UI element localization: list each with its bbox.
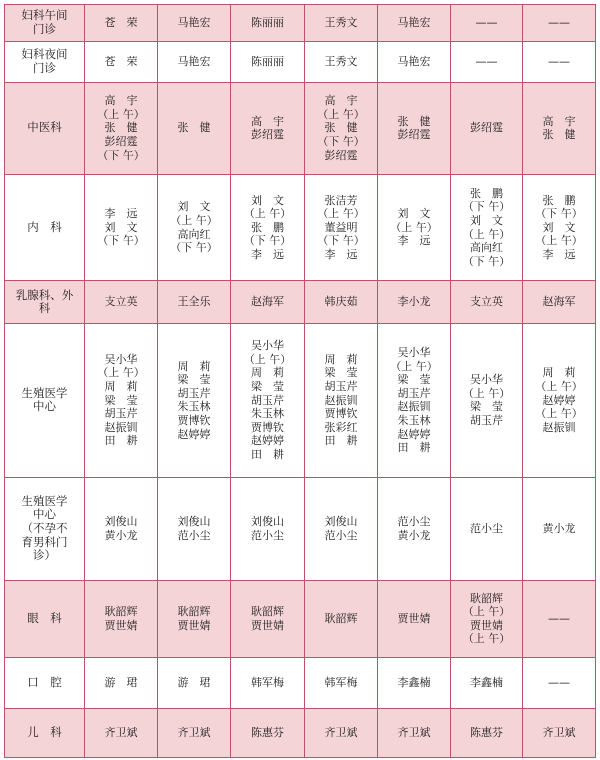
doctor-entry: 胡玉芹 bbox=[177, 386, 211, 400]
doctor-cell bbox=[305, 82, 378, 174]
schedule-row bbox=[5, 5, 596, 42]
doctor-entry: —— bbox=[475, 54, 498, 68]
doctor-entry: 王秀文 bbox=[324, 16, 358, 30]
doctor-entry: 刘 文 bbox=[177, 200, 211, 214]
doctor-entry: 刘俊山 bbox=[251, 515, 284, 529]
doctor-entry: 彭绍霆 bbox=[470, 121, 503, 135]
doctor-entry: 梁 莹 bbox=[104, 393, 138, 407]
doctor-entry: 吴小华 bbox=[251, 339, 284, 353]
doctor-entry: 朱玉林 bbox=[251, 407, 284, 421]
doctor-entry: 马艳宏 bbox=[397, 16, 431, 30]
doctor-entry: 刘 文 bbox=[251, 193, 284, 207]
doctor-entry: —— bbox=[548, 612, 570, 626]
doctor-entry: （上 午） bbox=[535, 234, 583, 248]
doctor-cell bbox=[158, 82, 231, 174]
doctor-cell bbox=[451, 41, 523, 82]
doctor-entry: （上 午） bbox=[243, 207, 292, 221]
doctor-cell bbox=[231, 281, 305, 324]
doctor-entry: 胡玉芹 bbox=[397, 386, 431, 400]
department-name: 乳腺科、外 bbox=[15, 287, 74, 302]
doctor-entry: （上 午） bbox=[170, 213, 218, 227]
doctor-entry: 刘俊山 bbox=[104, 515, 138, 529]
doctor-cell bbox=[158, 324, 231, 477]
department-name: 门诊 bbox=[33, 60, 56, 75]
doctor-cell bbox=[158, 657, 231, 708]
department-cell bbox=[5, 324, 85, 477]
doctor-entry: 耿韶辉 bbox=[104, 605, 138, 619]
doctor-cell bbox=[231, 174, 305, 280]
doctor-entry: 田 耕 bbox=[397, 441, 431, 455]
doctor-cell bbox=[305, 657, 378, 708]
doctor-entry: 赵振钏 bbox=[324, 393, 358, 407]
doctor-cell bbox=[523, 174, 596, 280]
doctor-cell bbox=[523, 324, 596, 477]
doctor-entry: 齐卫斌 bbox=[542, 726, 576, 740]
doctor-entry: 齐卫斌 bbox=[397, 726, 431, 740]
doctor-entry: 齐卫斌 bbox=[324, 726, 358, 740]
doctor-entry: 张 鹏 bbox=[251, 220, 284, 234]
doctor-entry: （下 午） bbox=[97, 234, 145, 248]
doctor-cell bbox=[451, 281, 523, 324]
doctor-entry: 周 莉 bbox=[177, 359, 211, 373]
doctor-entry: 耿韶辉 bbox=[324, 612, 358, 626]
doctor-cell bbox=[158, 708, 231, 757]
doctor-entry: （上 午） bbox=[462, 227, 511, 241]
department-name: 中心 bbox=[33, 399, 56, 414]
doctor-entry: 周 莉 bbox=[104, 380, 138, 394]
doctor-cell bbox=[305, 174, 378, 280]
doctor-entry: 梁 莹 bbox=[324, 366, 358, 380]
doctor-entry: （上 午） bbox=[243, 352, 292, 366]
doctor-cell bbox=[85, 174, 158, 280]
doctor-entry: 马艳宏 bbox=[397, 54, 431, 68]
doctor-cell bbox=[378, 82, 451, 174]
doctor-entry: 高 宇 bbox=[104, 94, 138, 108]
department-cell bbox=[5, 41, 85, 82]
doctor-entry: 吴小华 bbox=[104, 352, 138, 366]
doctor-entry: 梁 莹 bbox=[397, 373, 431, 387]
doctor-entry: 田 耕 bbox=[324, 434, 358, 448]
department-name: 眼 科 bbox=[27, 611, 62, 626]
doctor-entry: （上 午） bbox=[97, 107, 145, 121]
doctor-cell bbox=[451, 5, 523, 42]
schedule-row bbox=[5, 708, 596, 757]
department-cell bbox=[5, 708, 85, 757]
doctor-cell bbox=[523, 657, 596, 708]
doctor-cell bbox=[305, 580, 378, 657]
doctor-entry: （下 午） bbox=[535, 207, 583, 221]
doctor-entry: 黄小龙 bbox=[104, 528, 138, 542]
doctor-entry: 支立英 bbox=[104, 295, 138, 309]
doctor-cell bbox=[231, 477, 305, 580]
doctor-cell bbox=[305, 281, 378, 324]
doctor-cell bbox=[523, 5, 596, 42]
doctor-entry: （上 午） bbox=[462, 386, 511, 400]
doctor-entry: （上 午） bbox=[462, 632, 511, 646]
doctor-entry: 梁 莹 bbox=[470, 400, 503, 414]
schedule-row bbox=[5, 580, 596, 657]
doctor-entry: 高向红 bbox=[177, 227, 211, 241]
doctor-entry: （下 午） bbox=[170, 241, 218, 255]
doctor-entry: 张 鹏 bbox=[470, 186, 503, 200]
doctor-entry: 周 莉 bbox=[251, 366, 284, 380]
doctor-entry: 游 珺 bbox=[104, 675, 138, 689]
doctor-cell bbox=[305, 477, 378, 580]
doctor-cell bbox=[451, 708, 523, 757]
doctor-cell bbox=[523, 281, 596, 324]
doctor-cell bbox=[451, 657, 523, 708]
doctor-entry: 胡玉芹 bbox=[324, 380, 358, 394]
doctor-entry: 贾世婧 bbox=[251, 618, 284, 632]
doctor-cell bbox=[378, 580, 451, 657]
doctor-cell bbox=[85, 708, 158, 757]
doctor-entry: 王全乐 bbox=[177, 295, 211, 309]
doctor-entry: （下 午） bbox=[462, 200, 511, 214]
doctor-entry: 范小尘 bbox=[251, 528, 284, 542]
doctor-entry: 张彩红 bbox=[324, 420, 358, 434]
department-name: 口 腔 bbox=[27, 674, 62, 689]
doctor-entry: 苍 荣 bbox=[104, 16, 138, 30]
doctor-entry: 刘 文 bbox=[397, 207, 431, 221]
doctor-entry: 耿韶辉 bbox=[251, 605, 284, 619]
schedule-row bbox=[5, 477, 596, 580]
doctor-entry: 齐卫斌 bbox=[104, 726, 138, 740]
doctor-entry: 张 健 bbox=[397, 114, 431, 128]
doctor-entry: 刘 文 bbox=[104, 220, 138, 234]
doctor-entry: （上 午） bbox=[390, 220, 438, 234]
doctor-entry: 高向红 bbox=[470, 241, 503, 255]
doctor-entry: 贾博钦 bbox=[324, 407, 358, 421]
doctor-entry: （下 午） bbox=[317, 135, 365, 149]
doctor-entry: 刘俊山 bbox=[324, 515, 358, 529]
doctor-cell bbox=[85, 324, 158, 477]
doctor-entry: （上 午） bbox=[462, 605, 511, 619]
doctor-cell bbox=[451, 324, 523, 477]
doctor-entry: 周 莉 bbox=[324, 352, 358, 366]
doctor-entry: 李小龙 bbox=[397, 295, 431, 309]
doctor-cell bbox=[231, 657, 305, 708]
doctor-entry: 李 远 bbox=[397, 234, 431, 248]
doctor-cell bbox=[85, 281, 158, 324]
doctor-cell bbox=[523, 580, 596, 657]
doctor-entry: （上 午） bbox=[390, 359, 438, 373]
department-name: 中心 bbox=[33, 507, 56, 522]
doctor-cell bbox=[378, 657, 451, 708]
doctor-cell bbox=[378, 41, 451, 82]
doctor-cell bbox=[523, 82, 596, 174]
doctor-entry: 张 健 bbox=[104, 121, 138, 135]
doctor-entry: —— bbox=[548, 675, 570, 689]
doctor-entry: 耿韶辉 bbox=[470, 591, 503, 605]
doctor-entry: —— bbox=[548, 54, 570, 68]
doctor-cell bbox=[158, 477, 231, 580]
doctor-entry: 高 宇 bbox=[251, 114, 284, 128]
doctor-cell bbox=[378, 708, 451, 757]
department-name: （不孕不 bbox=[21, 521, 68, 535]
doctor-cell bbox=[305, 5, 378, 42]
doctor-entry: 范小尘 bbox=[470, 522, 503, 535]
doctor-entry: 张 健 bbox=[324, 121, 358, 135]
doctor-entry: 贾世婧 bbox=[104, 618, 138, 632]
doctor-entry: 田 耕 bbox=[104, 434, 138, 448]
doctor-entry: 胡玉芹 bbox=[251, 393, 284, 407]
doctor-cell bbox=[85, 580, 158, 657]
doctor-entry: 刘 文 bbox=[542, 220, 576, 234]
doctor-entry: 李 远 bbox=[104, 207, 138, 221]
doctor-cell bbox=[451, 82, 523, 174]
doctor-cell bbox=[378, 324, 451, 477]
schedule-row bbox=[5, 41, 596, 82]
doctor-entry: 黄小龙 bbox=[542, 522, 576, 535]
doctor-entry: —— bbox=[475, 16, 498, 30]
doctor-entry: 赵振钏 bbox=[397, 400, 431, 414]
doctor-cell bbox=[378, 281, 451, 324]
doctor-entry: 游 珺 bbox=[177, 675, 211, 689]
doctor-entry: 范小尘 bbox=[177, 528, 211, 542]
department-name: 诊） bbox=[33, 548, 56, 563]
schedule-row bbox=[5, 324, 596, 477]
doctor-cell bbox=[523, 708, 596, 757]
doctor-entry: 周 莉 bbox=[542, 366, 576, 380]
doctor-entry: 赵海军 bbox=[542, 295, 576, 309]
doctor-cell bbox=[85, 657, 158, 708]
department-cell bbox=[5, 281, 85, 324]
doctor-cell bbox=[158, 174, 231, 280]
doctor-entry: 支立英 bbox=[470, 295, 503, 309]
department-name: 内 科 bbox=[27, 219, 62, 234]
doctor-cell bbox=[85, 41, 158, 82]
department-cell bbox=[5, 174, 85, 280]
department-cell bbox=[5, 82, 85, 174]
doctor-entry: 张洁芳 bbox=[324, 193, 358, 207]
doctor-entry: 张 健 bbox=[542, 128, 576, 142]
doctor-cell bbox=[378, 477, 451, 580]
department-name: 中医科 bbox=[27, 120, 62, 135]
doctor-entry: 彭绍霆 bbox=[104, 135, 138, 149]
schedule-body bbox=[5, 5, 596, 758]
department-name: 科 bbox=[38, 301, 51, 316]
doctor-entry: 苍 荣 bbox=[104, 54, 138, 68]
department-name: 育男科门 bbox=[21, 534, 68, 549]
doctor-entry: 高 宇 bbox=[542, 114, 576, 128]
doctor-entry: 李 远 bbox=[324, 247, 358, 261]
doctor-entry: 赵振钏 bbox=[542, 420, 576, 434]
doctor-cell bbox=[451, 580, 523, 657]
doctor-cell bbox=[231, 82, 305, 174]
doctor-entry: 韩庆茹 bbox=[324, 295, 358, 309]
doctor-entry: 李鑫楠 bbox=[470, 675, 503, 689]
doctor-entry: （上 午） bbox=[97, 366, 145, 380]
doctor-entry: 高 宇 bbox=[324, 94, 358, 108]
department-name: 门诊 bbox=[33, 21, 56, 36]
doctor-entry: 陈惠芬 bbox=[470, 726, 503, 740]
doctor-entry: 齐卫斌 bbox=[177, 726, 211, 740]
department-name: 儿 科 bbox=[27, 725, 62, 740]
doctor-entry: 王秀文 bbox=[324, 54, 358, 68]
doctor-entry: （下 午） bbox=[97, 148, 145, 162]
doctor-entry: 彭绍霆 bbox=[251, 128, 284, 142]
doctor-entry: 赵振钏 bbox=[104, 420, 138, 434]
doctor-entry: （上 午） bbox=[317, 107, 365, 121]
doctor-cell bbox=[158, 580, 231, 657]
doctor-cell bbox=[523, 477, 596, 580]
doctor-entry: 赵婷婷 bbox=[397, 427, 431, 441]
doctor-cell bbox=[231, 580, 305, 657]
doctor-entry: 胡玉芹 bbox=[104, 407, 138, 421]
doctor-cell bbox=[305, 324, 378, 477]
doctor-entry: 黄小龙 bbox=[397, 528, 431, 542]
doctor-entry: 马艳宏 bbox=[177, 16, 211, 30]
doctor-cell bbox=[231, 324, 305, 477]
schedule-row bbox=[5, 657, 596, 708]
doctor-cell bbox=[305, 708, 378, 757]
doctor-entry: 贾博钦 bbox=[177, 414, 211, 427]
doctor-entry: （上 午） bbox=[317, 207, 365, 221]
doctor-entry: 田 耕 bbox=[251, 447, 284, 461]
doctor-entry: 吴小华 bbox=[470, 373, 503, 387]
department-cell bbox=[5, 477, 85, 580]
doctor-entry: 李 远 bbox=[251, 247, 284, 261]
doctor-entry: —— bbox=[548, 16, 570, 30]
doctor-entry: 朱玉林 bbox=[177, 400, 211, 414]
doctor-entry: 韩军梅 bbox=[251, 675, 284, 689]
doctor-entry: 赵婷婷 bbox=[177, 427, 211, 441]
doctor-entry: 陈惠芬 bbox=[251, 726, 284, 740]
doctor-entry: 韩军梅 bbox=[324, 675, 358, 689]
department-name: 生殖医学 bbox=[21, 385, 68, 400]
doctor-entry: 贾世婧 bbox=[470, 618, 503, 632]
doctor-entry: 贾世婧 bbox=[177, 618, 211, 632]
doctor-entry: 彭绍霆 bbox=[324, 148, 358, 162]
doctor-cell bbox=[158, 5, 231, 42]
doctor-entry: 董益明 bbox=[324, 220, 358, 234]
doctor-entry: 陈丽丽 bbox=[251, 16, 284, 30]
doctor-entry: （上 午） bbox=[535, 380, 583, 394]
doctor-entry: 陈丽丽 bbox=[251, 54, 284, 68]
department-cell bbox=[5, 580, 85, 657]
doctor-entry: 刘俊山 bbox=[177, 515, 211, 529]
doctor-entry: 吴小华 bbox=[397, 346, 431, 360]
doctor-entry: 范小尘 bbox=[397, 515, 431, 529]
department-name: 妇科夜间 bbox=[21, 47, 68, 62]
doctor-cell bbox=[231, 708, 305, 757]
doctor-entry: （下 午） bbox=[243, 234, 292, 248]
doctor-cell bbox=[451, 174, 523, 280]
doctor-entry: 耿韶辉 bbox=[177, 605, 211, 619]
doctor-cell bbox=[85, 5, 158, 42]
doctor-cell bbox=[85, 82, 158, 174]
department-cell bbox=[5, 5, 85, 42]
department-name: 生殖医学 bbox=[21, 493, 68, 508]
doctor-entry: 梁 莹 bbox=[251, 380, 284, 394]
doctor-entry: 刘 文 bbox=[470, 213, 503, 227]
doctor-cell bbox=[231, 41, 305, 82]
doctor-entry: 李 远 bbox=[542, 247, 576, 261]
doctor-cell bbox=[378, 174, 451, 280]
doctor-cell bbox=[85, 477, 158, 580]
doctor-entry: （上 午） bbox=[535, 407, 583, 421]
doctor-entry: 梁 莹 bbox=[177, 373, 211, 387]
doctor-entry: 胡玉芹 bbox=[470, 414, 503, 427]
schedule-row bbox=[5, 82, 596, 174]
doctor-entry: （下 午） bbox=[462, 254, 511, 268]
doctor-entry: 范小尘 bbox=[324, 528, 358, 542]
doctor-entry: 彭绍霆 bbox=[397, 128, 431, 142]
schedule-row bbox=[5, 281, 596, 324]
doctor-cell bbox=[305, 41, 378, 82]
doctor-cell bbox=[231, 5, 305, 42]
doctor-entry: 赵婷婷 bbox=[251, 434, 284, 448]
doctor-entry: 朱玉林 bbox=[397, 414, 431, 427]
doctor-cell bbox=[523, 41, 596, 82]
department-name: 妇科午间 bbox=[21, 8, 68, 23]
department-cell bbox=[5, 657, 85, 708]
doctor-entry: 赵婷婷 bbox=[542, 393, 576, 407]
doctor-entry: （下 午） bbox=[317, 234, 365, 248]
doctor-entry: 贾世婧 bbox=[397, 612, 431, 626]
doctor-cell bbox=[451, 477, 523, 580]
doctor-entry: 马艳宏 bbox=[177, 54, 211, 68]
doctor-entry: 李鑫楠 bbox=[397, 675, 431, 689]
doctor-cell bbox=[158, 41, 231, 82]
doctor-entry: 赵海军 bbox=[251, 295, 284, 309]
doctor-cell bbox=[158, 281, 231, 324]
doctor-entry: 贾博钦 bbox=[251, 420, 284, 434]
schedule-table bbox=[4, 4, 596, 758]
doctor-entry: 张 鹏 bbox=[542, 193, 576, 207]
doctor-entry: 张 健 bbox=[177, 121, 211, 135]
doctor-cell bbox=[378, 5, 451, 42]
schedule-row bbox=[5, 174, 596, 280]
